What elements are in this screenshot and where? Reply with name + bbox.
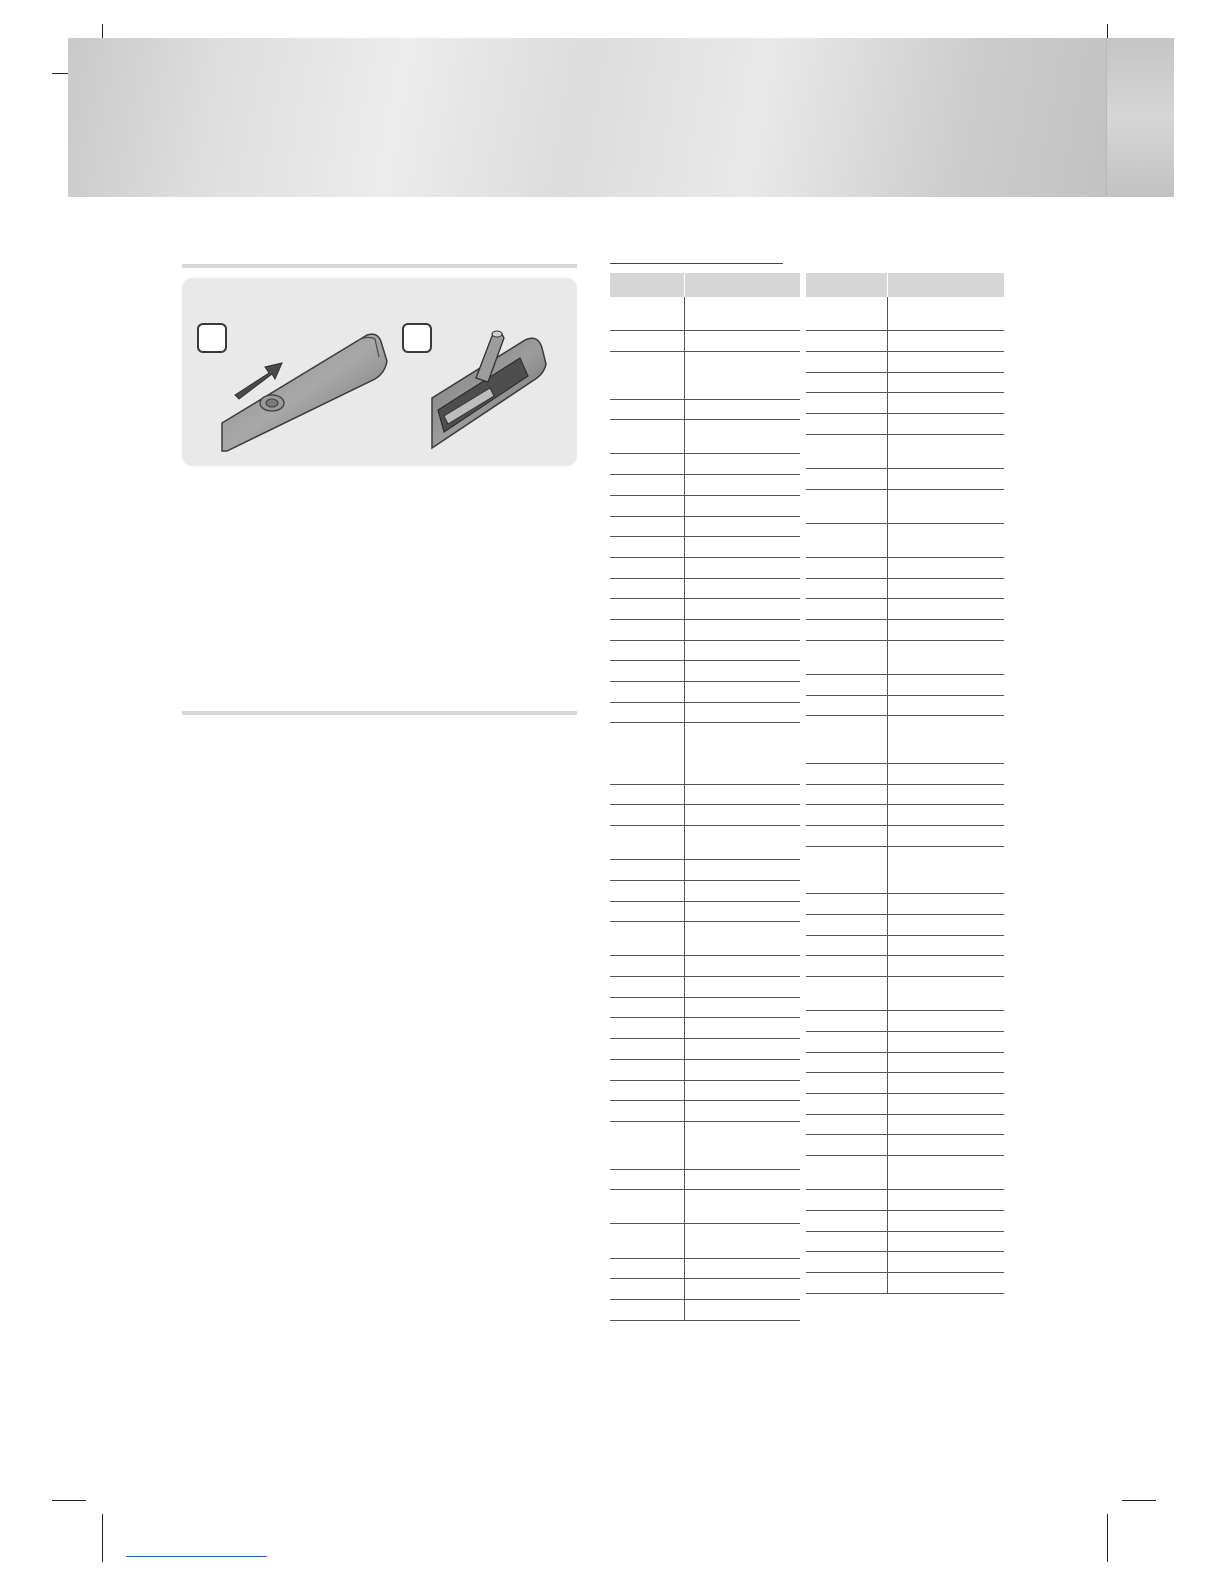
table-cell: [685, 703, 800, 723]
table-row: [610, 517, 800, 538]
table-cell: [610, 1224, 685, 1257]
table-cell: [806, 675, 888, 695]
table-row: [610, 496, 800, 517]
table-row: [610, 1300, 800, 1321]
table-row: [610, 331, 800, 352]
table-cell: [888, 558, 1004, 578]
table-row: [806, 1073, 1004, 1094]
table-cell: [806, 1211, 888, 1231]
table-row: [610, 902, 800, 923]
table-row: [806, 414, 1004, 435]
table-row: [610, 826, 800, 860]
table-cell: [685, 331, 800, 351]
table-row: [610, 400, 800, 421]
table-cell: [806, 524, 888, 557]
table-cell: [806, 936, 888, 956]
table-row: [806, 936, 1004, 957]
table-cell: [685, 1259, 800, 1279]
table-cell: [888, 847, 1004, 894]
table-cell: [685, 826, 800, 859]
table-row: [806, 675, 1004, 696]
table-cell: [806, 414, 888, 434]
crop-mark: [52, 1500, 86, 1501]
table-row: [610, 1122, 800, 1170]
remote-cover-slide-illustration: [217, 323, 392, 453]
table-row: [806, 435, 1004, 469]
table-cell: [685, 620, 800, 640]
table-cell: [888, 393, 1004, 413]
table-cell: [610, 1081, 685, 1101]
table-row: [806, 1211, 1004, 1232]
table-row: [610, 922, 800, 956]
table-row: [806, 490, 1004, 524]
table-cell: [685, 579, 800, 599]
table-cell: [806, 435, 888, 468]
crop-mark: [1107, 1514, 1108, 1562]
table-cell: [610, 826, 685, 859]
table-row: [806, 620, 1004, 641]
table-cell: [685, 902, 800, 922]
table-row: [806, 805, 1004, 826]
table-cell: [685, 1081, 800, 1101]
table-row: [610, 977, 800, 998]
table-cell: [806, 297, 888, 330]
table-cell: [610, 881, 685, 901]
table-cell: [888, 977, 1004, 1010]
table-cell: [685, 785, 800, 805]
table-cell: [610, 1018, 685, 1038]
table-cell: [806, 847, 888, 894]
table-cell: [610, 537, 685, 557]
table-cell: [888, 1032, 1004, 1052]
table-cell: [888, 1252, 1004, 1272]
table-cell: [806, 331, 888, 351]
table-cell: [610, 860, 685, 880]
table-cell: [610, 517, 685, 537]
table-cell: [610, 297, 685, 330]
table-cell: [888, 579, 1004, 599]
code-table-left: [610, 273, 800, 1321]
table-row: [806, 1011, 1004, 1032]
table-cell: [806, 1115, 888, 1135]
table-row: [806, 1252, 1004, 1273]
table-row: [806, 1032, 1004, 1053]
table-cell: [888, 469, 1004, 489]
table-cell: [610, 400, 685, 420]
table-row: [610, 785, 800, 806]
table-row: [610, 1190, 800, 1224]
table-row: [806, 352, 1004, 373]
table-cell: [806, 620, 888, 640]
battery-compartment-illustration: [430, 328, 555, 453]
table-row: [806, 373, 1004, 394]
table-cell: [685, 805, 800, 825]
table-cell: [806, 716, 888, 763]
table-row: [806, 915, 1004, 936]
table-cell: [888, 1273, 1004, 1293]
table-cell: [685, 977, 800, 997]
table-row: [610, 420, 800, 454]
table-row: [806, 1094, 1004, 1115]
table-cell: [610, 785, 685, 805]
page-header-band: [68, 38, 1174, 197]
table-row: [610, 1259, 800, 1280]
table-cell: [888, 331, 1004, 351]
table-cell: [610, 558, 685, 578]
table-row: [806, 1135, 1004, 1156]
table-cell: [610, 641, 685, 661]
table-header-cell: [685, 273, 800, 297]
table-cell: [610, 1060, 685, 1080]
table-cell: [685, 998, 800, 1018]
table-cell: [685, 1060, 800, 1080]
table-cell: [888, 297, 1004, 330]
battery-installation-panel: [182, 278, 577, 466]
table-cell: [888, 1190, 1004, 1210]
table-cell: [685, 661, 800, 681]
table-cell: [610, 454, 685, 474]
table-cell: [685, 1279, 800, 1299]
crop-mark: [1122, 1500, 1156, 1501]
table-cell: [685, 682, 800, 702]
section-rule-remote-setup: [182, 711, 577, 715]
table-cell: [610, 579, 685, 599]
table-row: [806, 469, 1004, 490]
table-cell: [806, 894, 888, 914]
table-row: [610, 1224, 800, 1258]
table-cell: [888, 785, 1004, 805]
table-cell: [888, 373, 1004, 393]
table-row: [806, 847, 1004, 895]
table-cell: [888, 1073, 1004, 1093]
table-cell: [806, 785, 888, 805]
table-row: [806, 641, 1004, 675]
table-cell: [806, 1094, 888, 1114]
table-header-cell: [888, 273, 1004, 297]
table-cell: [888, 764, 1004, 784]
table-cell: [610, 723, 685, 783]
table-cell: [806, 915, 888, 935]
table-cell: [806, 393, 888, 413]
table-row: [806, 1190, 1004, 1211]
table-cell: [610, 661, 685, 681]
table-cell: [685, 881, 800, 901]
table-row: [610, 620, 800, 641]
table-cell: [806, 558, 888, 578]
table-cell: [610, 682, 685, 702]
table-row: [610, 352, 800, 400]
table-row: [610, 1081, 800, 1102]
table-row: [806, 956, 1004, 977]
table-row: [806, 894, 1004, 915]
table-cell: [610, 703, 685, 723]
table-cell: [888, 1211, 1004, 1231]
table-cell: [685, 641, 800, 661]
table-cell: [610, 902, 685, 922]
table-cell: [685, 400, 800, 420]
table-cell: [806, 805, 888, 825]
table-cell: [685, 1300, 800, 1320]
table-row: [610, 805, 800, 826]
table-row: [610, 1279, 800, 1300]
table-row: [806, 826, 1004, 847]
table-cell: [806, 1011, 888, 1031]
table-row: [806, 696, 1004, 717]
table-cell: [610, 496, 685, 516]
table-row: [610, 579, 800, 600]
table-cell: [610, 1259, 685, 1279]
table-cell: [806, 764, 888, 784]
table-row: [610, 454, 800, 475]
table-cell: [806, 469, 888, 489]
table-row: [610, 558, 800, 579]
table-cell: [685, 1018, 800, 1038]
table-cell: [685, 922, 800, 955]
table-row: [806, 599, 1004, 620]
table-cell: [610, 1101, 685, 1121]
table-cell: [610, 420, 685, 453]
section-rule-batteries: [182, 264, 577, 268]
table-cell: [610, 1170, 685, 1190]
table-row: [610, 1060, 800, 1081]
table-cell: [806, 1190, 888, 1210]
table-cell: [888, 805, 1004, 825]
table-cell: [685, 1170, 800, 1190]
table-cell: [610, 475, 685, 495]
table-cell: [610, 331, 685, 351]
table-cell: [610, 1122, 685, 1169]
table-cell: [888, 641, 1004, 674]
table-row: [610, 956, 800, 977]
table-cell: [888, 435, 1004, 468]
table-cell: [610, 1039, 685, 1059]
table-cell: [806, 1053, 888, 1073]
table-cell: [610, 998, 685, 1018]
table-cell: [888, 956, 1004, 976]
table-cell: [685, 352, 800, 399]
table-cell: [888, 1232, 1004, 1252]
table-row: [806, 764, 1004, 785]
table-cell: [888, 1011, 1004, 1031]
table-cell: [806, 490, 888, 523]
crop-mark: [102, 1514, 103, 1562]
table-row: [610, 1101, 800, 1122]
table-row: [610, 998, 800, 1019]
table-cell: [685, 1224, 800, 1257]
table-row: [610, 661, 800, 682]
table-cell: [610, 1190, 685, 1223]
table-cell: [888, 716, 1004, 763]
table-row: [610, 475, 800, 496]
table-cell: [685, 1101, 800, 1121]
table-cell: [888, 936, 1004, 956]
table-cell: [685, 1122, 800, 1169]
table-cell: [806, 1032, 888, 1052]
table-row: [610, 703, 800, 724]
table-row: [806, 716, 1004, 764]
table-cell: [888, 620, 1004, 640]
table-cell: [685, 454, 800, 474]
table-cell: [610, 352, 685, 399]
table-cell: [888, 1094, 1004, 1114]
table-row: [806, 524, 1004, 558]
table-row: [610, 1039, 800, 1060]
table-row: [610, 1170, 800, 1191]
table-cell: [610, 620, 685, 640]
table-cell: [888, 490, 1004, 523]
table-cell: [888, 894, 1004, 914]
table-cell: [806, 1135, 888, 1155]
table-cell: [806, 373, 888, 393]
table-row: [806, 977, 1004, 1011]
table-row: [610, 599, 800, 620]
table-row: [806, 1273, 1004, 1294]
table-cell: [610, 956, 685, 976]
code-table-right: [806, 273, 1004, 1294]
table-cell: [806, 579, 888, 599]
table-cell: [888, 599, 1004, 619]
table-row: [610, 860, 800, 881]
table-cell: [888, 414, 1004, 434]
table-row: [806, 1053, 1004, 1074]
table-cell: [888, 1156, 1004, 1189]
table-row: [610, 297, 800, 331]
table-body: [610, 297, 800, 1321]
table-cell: [888, 524, 1004, 557]
table-cell: [806, 696, 888, 716]
table-cell: [610, 977, 685, 997]
table-cell: [610, 1300, 685, 1320]
table-cell: [888, 1053, 1004, 1073]
table-cell: [610, 1279, 685, 1299]
table-row: [610, 723, 800, 784]
table-cell: [685, 956, 800, 976]
table-cell: [806, 1156, 888, 1189]
table-cell: [610, 805, 685, 825]
table-cell: [806, 1252, 888, 1272]
table-row: [610, 537, 800, 558]
table-cell: [888, 696, 1004, 716]
table-cell: [806, 352, 888, 372]
table-body: [806, 297, 1004, 1294]
table-cell: [685, 297, 800, 330]
table-cell: [806, 956, 888, 976]
table-row: [806, 393, 1004, 414]
table-row: [806, 1232, 1004, 1253]
table-row: [610, 682, 800, 703]
table-cell: [685, 420, 800, 453]
table-cell: [685, 1190, 800, 1223]
table-cell: [685, 496, 800, 516]
table-header-cell: [806, 273, 888, 297]
table-cell: [685, 860, 800, 880]
table-cell: [610, 599, 685, 619]
table-cell: [685, 475, 800, 495]
table-cell: [806, 1273, 888, 1293]
table-cell: [888, 915, 1004, 935]
table-cell: [685, 1039, 800, 1059]
table-cell: [888, 1135, 1004, 1155]
table-row: [610, 881, 800, 902]
table-row: [806, 331, 1004, 352]
table-cell: [685, 723, 800, 783]
table-cell: [610, 922, 685, 955]
table-cell: [806, 641, 888, 674]
table-row: [806, 579, 1004, 600]
table-cell: [806, 826, 888, 846]
step-box-2: [402, 323, 432, 353]
table-cell: [685, 537, 800, 557]
table-cell: [806, 1073, 888, 1093]
table-header-row: [806, 273, 1004, 297]
table-row: [806, 1115, 1004, 1136]
table-cell: [888, 352, 1004, 372]
table-cell: [888, 675, 1004, 695]
chapter-tab: [1106, 38, 1174, 197]
table-header-row: [610, 273, 800, 297]
table-cell: [888, 1115, 1004, 1135]
table-row: [610, 1018, 800, 1039]
table-row: [806, 785, 1004, 806]
table-cell: [806, 599, 888, 619]
table-cell: [806, 977, 888, 1010]
table-cell: [888, 826, 1004, 846]
table-row: [610, 641, 800, 662]
table-row: [806, 1156, 1004, 1190]
table-cell: [806, 1232, 888, 1252]
table-cell: [685, 517, 800, 537]
table-row: [806, 558, 1004, 579]
table-cell: [685, 599, 800, 619]
table-row: [806, 297, 1004, 331]
table-header-cell: [610, 273, 685, 297]
footer-link[interactable]: [126, 1556, 267, 1557]
table-caption-rule: [610, 263, 783, 264]
table-cell: [685, 558, 800, 578]
